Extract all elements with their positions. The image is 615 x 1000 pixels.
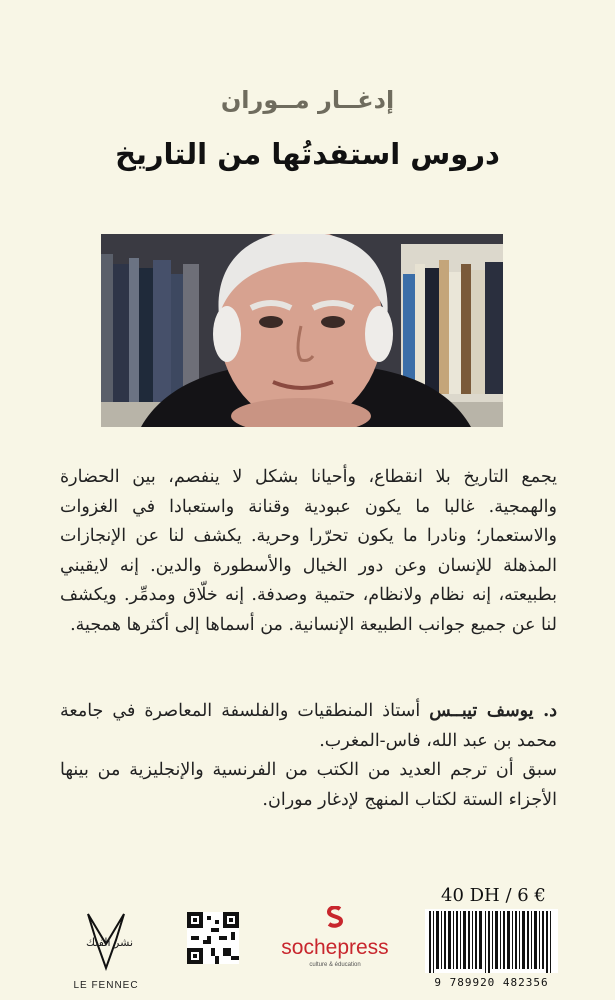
barcode — [425, 909, 558, 973]
price: 40 DH / 6 € — [441, 885, 546, 906]
fennec-logo — [66, 910, 146, 996]
isbn-number: 9 789920 482356 — [434, 976, 549, 989]
sochepress-tagline: culture & éducation — [309, 962, 361, 968]
blurb-paragraph: يجمع التاريخ بلا انقطاع، وأحيانا بشكل لا ينفصم، بين الحضارة والهمجية. غالبا ما يكون عبودية وقنانة واستعبادا في الغزوات والاستعمار؛ ونادرا ما يكون تحرّرا وحرية. يكشف لنا عن الإنجازات المذهلة للإنسان وعن دور الخيال والأسطورة والدين. إنه لايقيني بطبيعته، إنه نظام ولانظام، حتمية وصدفة. إنه خلّاق ومدمِّر. ويكشف لنا عن جميع جوانب الطبيعة الإنسانية. من أسماها إلى أكثرها همجية. — [60, 467, 557, 635]
translator-section — [60, 697, 557, 815]
translator-bio-2: سبق أن ترجم العديد من الكتب من الفرنسية والإنجليزية من بينها الأجزاء الستة لكتاب المنهج لإدغار موران. — [60, 760, 557, 810]
author-photo — [101, 234, 503, 427]
sochepress-s-icon — [325, 906, 345, 928]
sochepress-logo — [270, 906, 400, 986]
book-title: دروس استفدتُها من التاريخ — [115, 137, 500, 171]
translator-name: د. يوسف تيبــس — [429, 701, 557, 721]
fennec-arabic-name: نشر الفنك — [86, 936, 134, 949]
sochepress-wordmark: sochepress — [281, 936, 389, 959]
qr-code — [187, 912, 239, 964]
fennec-latin-name: LE FENNEC — [73, 980, 139, 991]
translator-bio: أستاذ المنطقيات والفلسفة المعاصرة في جامعة محمد بن عبد الله، فاس-المغرب. — [60, 701, 557, 751]
author-name: إدغــار مــوران — [220, 86, 395, 114]
